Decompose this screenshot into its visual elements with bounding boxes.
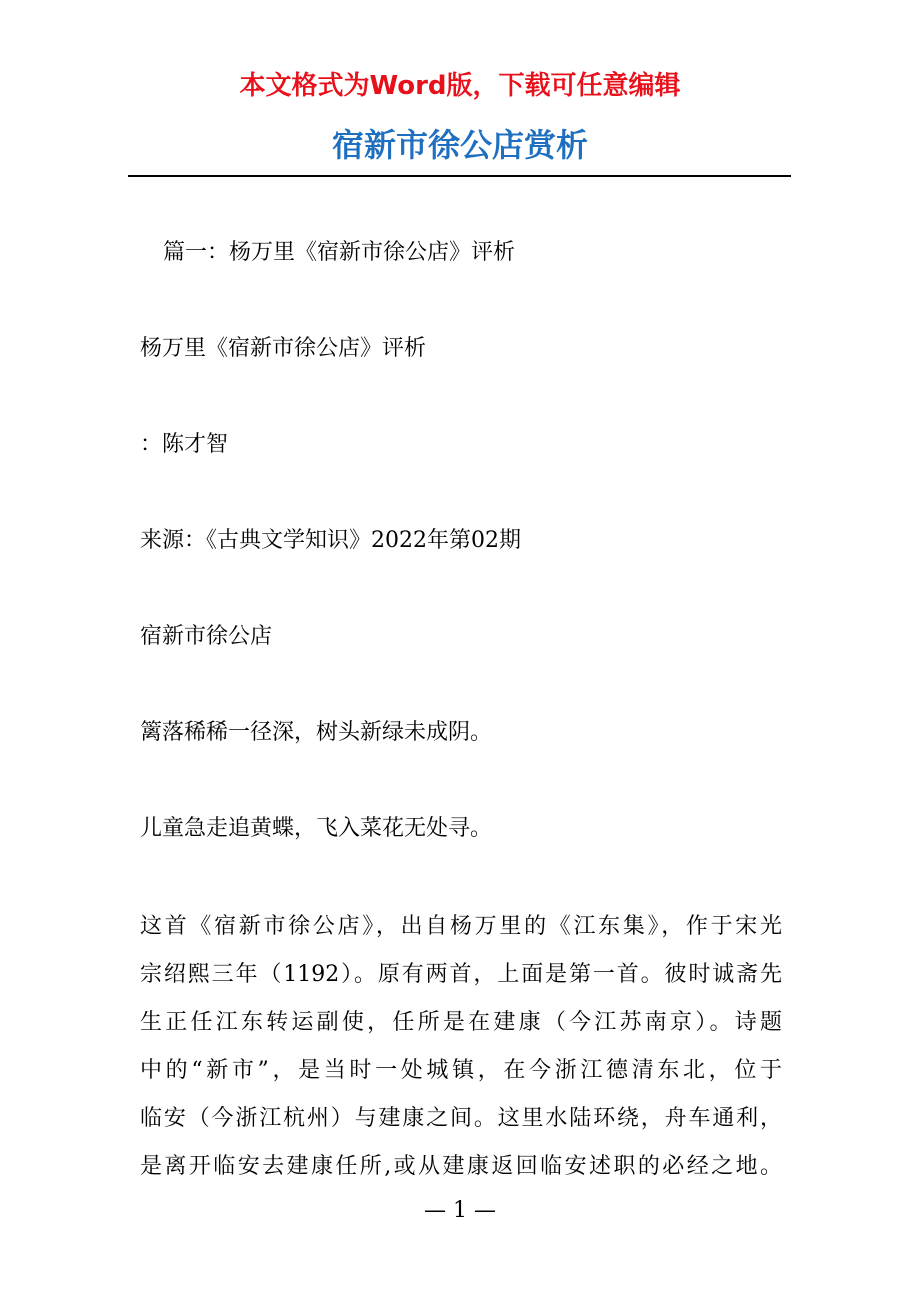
body-line: 临安（今浙江杭州）与建康之间。这里水陆环绕，舟车通利， [140, 1106, 782, 1131]
format-notice: 本文格式为Word版，下载可任意编辑 [239, 71, 681, 101]
body-line: 是离开临安去建康任所,或从建康返回临安述职的必经之地。 [140, 1154, 782, 1179]
title-divider [128, 175, 791, 177]
body-paragraph [140, 912, 782, 1200]
page-number: — 1 — [424, 1198, 496, 1223]
article-title: 杨万里《宿新市徐公店》评析 [140, 336, 427, 361]
source-line: 来源：《古典文学知识》2022年第02期 [140, 528, 521, 553]
poem-line-1: 篱落稀稀一径深，树头新绿未成阴。 [140, 720, 493, 745]
poem-title: 宿新市徐公店 [140, 624, 273, 649]
poem-line-2: 儿童急走追黄蝶，飞入菜花无处寻。 [140, 816, 493, 841]
body-line: 宗绍熙三年（1192）。原有两首，上面是第一首。彼时诚斋先 [140, 962, 782, 987]
body-line: 这首《宿新市徐公店》，出自杨万里的《江东集》，作于宋光 [140, 914, 782, 939]
section-heading: 篇一：杨万里《宿新市徐公店》评析 [163, 240, 516, 265]
body-line: 中的“新市”，是当时一处城镇，在今浙江德清东北，位于 [140, 1058, 782, 1083]
body-line: 生正任江东转运副使，任所是在建康（今江苏南京）。诗题 [140, 1010, 782, 1035]
author-line: ：陈才智 [140, 432, 229, 457]
document-title: 宿新市徐公店赏析 [331, 126, 588, 164]
